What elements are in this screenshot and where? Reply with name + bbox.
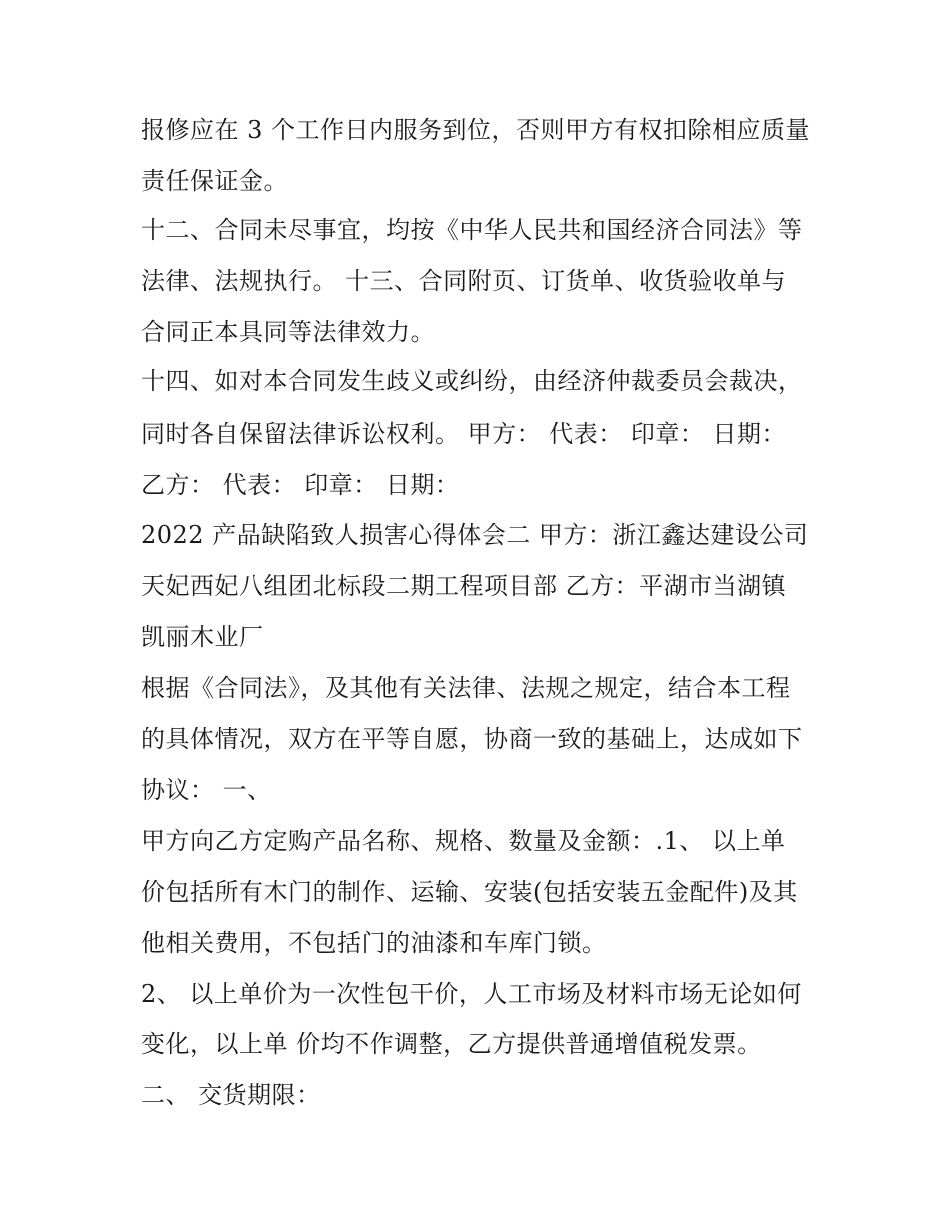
text-line: 十二、合同未尽事宜，均按《中华人民共和国经济合同法》等 <box>141 216 803 244</box>
text-line: 十四、如对本合同发生歧义或纠纷，由经济仲裁委员会裁决， <box>141 367 803 395</box>
text-line: 二、 交货期限： <box>141 1081 321 1109</box>
text-line: 乙方： 代表： 印章： 日期： <box>141 471 460 499</box>
text-line: 2、 以上单价为一次性包干价，人工市场及材料市场无论如何 <box>141 980 802 1008</box>
text-line: 价包括所有木门的制作、运输、安装(包括安装五金配件)及其 <box>141 878 798 906</box>
text-line: 责任保证金。 <box>141 167 288 195</box>
text-line: 合同正本具同等法律效力。 <box>141 318 435 346</box>
text-line: 协议： 一、 <box>141 776 272 804</box>
text-line: 甲方向乙方定购产品名称、规格、数量及金额：.1、 以上单 <box>141 827 786 855</box>
text-line: 变化，以上单 价均不作调整，乙方提供普通增值税发票。 <box>141 1030 762 1058</box>
text-line: 他相关费用，不包括门的油漆和车库门锁。 <box>141 929 607 957</box>
text-line: 凯丽木业厂 <box>141 623 264 651</box>
text-line: 天妃西妃八组团北标段二期工程项目部 乙方：平湖市当湖镇 <box>141 572 787 600</box>
text-line: 根据《合同法》，及其他有关法律、法规之规定，结合本工程 <box>141 674 791 702</box>
text-line: 2022 产品缺陷致人损害心得体会二 甲方：浙江鑫达建设公司 <box>141 521 809 549</box>
text-line: 同时各自保留法律诉讼权利。 甲方： 代表： 印章： 日期： <box>141 420 787 448</box>
text-line: 法律、法规执行。 十三、合同附页、订货单、收货验收单与 <box>141 267 787 295</box>
text-line: 的具体情况，双方在平等自愿，协商一致的基础上，达成如下 <box>141 725 803 753</box>
text-line: 报修应在 3 个工作日内服务到位，否则甲方有权扣除相应质量 <box>141 116 811 144</box>
